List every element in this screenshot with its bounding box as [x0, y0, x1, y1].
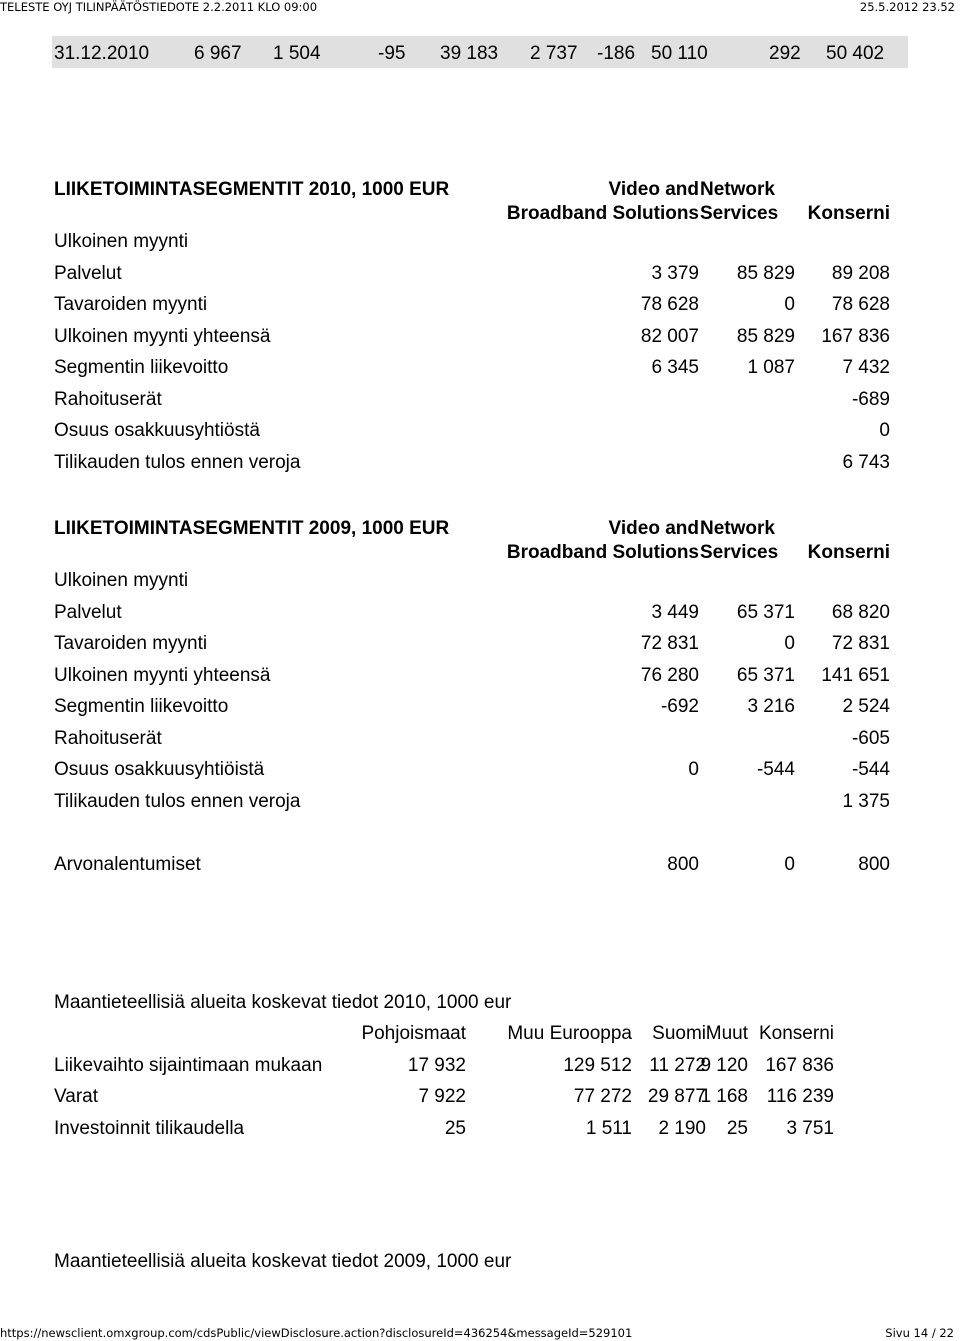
page-number: Sivu 14 / 22	[885, 1326, 954, 1340]
cell-value: 129 512	[563, 1054, 632, 1076]
column-header-line: Video and	[608, 179, 699, 200]
column-header: Pohjoismaat	[361, 1023, 466, 1044]
cell-value: 85 829	[736, 325, 795, 347]
column-header-konserni: Konserni	[807, 203, 890, 224]
table-row	[54, 597, 894, 629]
footer-url[interactable]: https://newsclient.omxgroup.com/cdsPublic/viewDisclosure.action?disclosureId=436254&messageId=529101	[0, 1326, 633, 1340]
table-row	[54, 628, 894, 660]
cell-value: 167 836	[765, 1054, 834, 1076]
row-label: Palvelut	[54, 262, 122, 284]
row-label: Rahoituserät	[54, 727, 162, 749]
cell-value: 167 836	[821, 325, 890, 347]
table-row	[54, 384, 894, 416]
table-title: LIIKETOIMINTASEGMENTIT 2010, 1000 EUR	[54, 179, 450, 200]
cell-value: -544	[756, 759, 795, 780]
cell-value: 78 628	[640, 294, 699, 315]
table-row	[54, 226, 894, 258]
header-timestamp: 25.5.2012 23.52	[859, 0, 955, 14]
cell-value: 7 432	[842, 357, 890, 378]
row-label: Rahoituserät	[54, 388, 162, 410]
cell-value: 6 345	[651, 357, 699, 378]
table-header	[54, 517, 894, 565]
column-header-line: Services	[700, 203, 779, 224]
cell-value: 65 371	[736, 664, 795, 686]
row-label: Osuus osakkuusyhtiöstä	[54, 420, 260, 441]
row-label: Tilikauden tulos ennen veroja	[54, 790, 301, 812]
row-value: 1 504	[273, 43, 321, 64]
segments-2010-table	[54, 178, 894, 478]
cell-value: 0	[784, 294, 795, 315]
row-label: Tavaroiden myynti	[54, 294, 208, 315]
row-date: 31.12.2010	[54, 43, 150, 64]
cell-value: 7 922	[418, 1086, 466, 1107]
cell-value: 9 120	[700, 1054, 748, 1076]
row-value: 50 402	[826, 43, 885, 64]
cell-value: 0	[688, 759, 699, 780]
cell-value: 1 168	[700, 1086, 748, 1107]
cell-value: 82 007	[640, 325, 699, 347]
spacer-row	[54, 817, 894, 849]
row-label: Investoinnit tilikaudella	[54, 1117, 245, 1139]
row-value: 2 737	[530, 43, 578, 64]
table-row	[54, 660, 894, 692]
column-header: Konserni	[759, 1023, 834, 1044]
page-footer	[0, 1326, 960, 1341]
table-row	[54, 352, 894, 384]
cell-value: 72 831	[831, 633, 890, 654]
row-value: 50 110	[651, 43, 708, 64]
cell-value: 6 743	[842, 451, 890, 473]
cell-value: 77 272	[573, 1086, 632, 1107]
cell-value: 0	[784, 853, 795, 875]
header-title: TELESTE OYJ TILINPÄÄTÖSTIEDOTE 2.2.2011 KLO 09:00	[0, 0, 318, 14]
table-row	[54, 723, 894, 755]
cell-value: 3 216	[747, 696, 795, 717]
column-header-line: Broadband Solutions	[506, 542, 699, 563]
row-label: Segmentin liikevoitto	[54, 357, 229, 378]
row-label: Palvelut	[54, 601, 122, 623]
column-header: Muut	[705, 1023, 748, 1044]
cell-value: 3 751	[786, 1117, 834, 1139]
row-value: -186	[597, 43, 636, 64]
column-header: Muu Eurooppa	[507, 1023, 632, 1044]
table-row	[54, 1050, 844, 1082]
column-header-video-broadband	[439, 517, 699, 565]
row-label: Tilikauden tulos ennen veroja	[54, 451, 301, 473]
column-header-line: Network	[700, 179, 775, 200]
cell-value: -689	[851, 388, 890, 410]
cell-value: 89 208	[831, 262, 890, 284]
table-title: LIIKETOIMINTASEGMENTIT 2009, 1000 EUR	[54, 518, 450, 539]
row-label: Ulkoinen myynti	[54, 570, 189, 591]
row-value: 39 183	[440, 43, 499, 64]
table-row	[54, 691, 894, 723]
cell-value: -544	[851, 759, 890, 780]
cell-value: 78 628	[831, 294, 890, 315]
table-row	[54, 321, 894, 353]
cell-value: 11 272	[649, 1054, 706, 1076]
cell-value: 17 932	[407, 1054, 466, 1076]
page-header	[0, 0, 960, 16]
column-header-konserni: Konserni	[807, 542, 890, 563]
cell-value: 85 829	[736, 262, 795, 284]
cell-value: 68 820	[831, 601, 890, 623]
table-row	[54, 565, 894, 597]
row-label: Osuus osakkuusyhtiöistä	[54, 759, 265, 780]
geo-2009-title: Maantieteellisiä alueita koskevat tiedot 2009, 1000 eur	[54, 1251, 512, 1272]
cell-value: 72 831	[640, 633, 699, 654]
table-row	[54, 289, 894, 321]
cell-value: 29 877	[647, 1086, 706, 1107]
cell-value: 141 651	[821, 664, 890, 686]
cell-value: 1 511	[585, 1117, 632, 1139]
cell-value: 25	[726, 1117, 748, 1139]
table-row	[54, 1081, 844, 1113]
cell-value: 2 190	[658, 1117, 706, 1139]
table-row	[54, 258, 894, 290]
table-row	[54, 415, 894, 447]
geo-2010-title: Maantieteellisiä alueita koskevat tiedot 2010, 1000 eur	[54, 992, 512, 1013]
row-label: Varat	[54, 1086, 99, 1107]
row-label: Ulkoinen myynti yhteensä	[54, 325, 271, 347]
previous-table-last-row	[52, 36, 908, 68]
table-row	[54, 849, 894, 881]
table-row	[54, 447, 894, 479]
column-header-line: Services	[700, 542, 779, 563]
cell-value: 800	[667, 853, 699, 875]
segments-2009-table	[54, 517, 894, 880]
table-row	[54, 1113, 844, 1145]
row-label: Tavaroiden myynti	[54, 633, 208, 654]
row-value: -95	[378, 43, 406, 64]
cell-value: 25	[444, 1117, 466, 1139]
cell-value: 2 524	[842, 696, 890, 717]
cell-value: 76 280	[640, 664, 699, 686]
table-row	[54, 786, 894, 818]
column-header-video-broadband	[439, 178, 699, 226]
geo-2010-table	[54, 1018, 844, 1144]
row-value: 6 967	[194, 43, 242, 64]
cell-value: 0	[879, 420, 890, 441]
row-label: Liikevaihto sijaintimaan mukaan	[54, 1054, 323, 1076]
column-header: Suomi	[652, 1023, 706, 1044]
table-header	[54, 178, 894, 226]
row-label: Arvonalentumiset	[54, 853, 201, 875]
cell-value: 3 449	[651, 601, 699, 623]
column-header-line: Broadband Solutions	[506, 203, 699, 224]
row-value: 292	[769, 43, 801, 64]
row-label: Ulkoinen myynti	[54, 231, 189, 252]
row-label: Ulkoinen myynti yhteensä	[54, 664, 271, 686]
cell-value: 1 087	[747, 357, 795, 378]
cell-value: 1 375	[842, 790, 890, 812]
cell-value: -692	[660, 696, 699, 717]
cell-value: 116 239	[766, 1086, 834, 1107]
cell-value: 0	[784, 633, 795, 654]
cell-value: 65 371	[736, 601, 795, 623]
row-label: Segmentin liikevoitto	[54, 696, 229, 717]
cell-value: 3 379	[651, 262, 699, 284]
cell-value: -605	[851, 727, 890, 749]
column-header-line: Video and	[608, 518, 699, 539]
cell-value: 800	[858, 853, 890, 875]
column-header-line: Network	[700, 518, 775, 539]
table-row	[54, 754, 894, 786]
table-header	[54, 1018, 844, 1050]
